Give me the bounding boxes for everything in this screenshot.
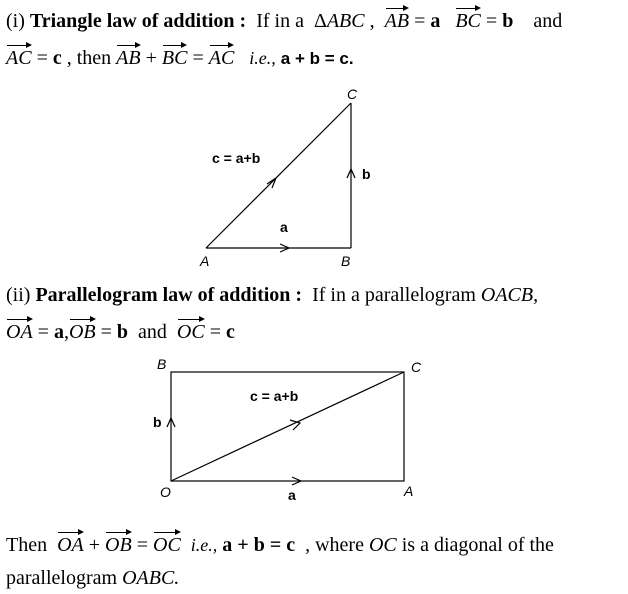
section-prefix: (i) — [6, 10, 25, 32]
triangle-law-line-1: (i) Triangle law of addition : If in a ΔABC , AB = a BC = b and — [6, 10, 563, 32]
vector-AC-2: AC — [208, 47, 235, 69]
vertex-A: A — [404, 483, 414, 499]
vector-AC: AC — [6, 47, 32, 69]
vector-OA: OA — [6, 321, 33, 343]
label-a: a — [280, 219, 288, 235]
vector-a: a — [430, 10, 441, 32]
equals: = — [414, 10, 426, 32]
triangle-diagram — [199, 86, 371, 269]
and-text: and — [533, 10, 563, 32]
vertex-C: C — [347, 86, 358, 102]
vector-OA: OA — [57, 534, 84, 556]
triangle-name: ABC — [326, 10, 365, 32]
vector-AB-2: AB — [116, 47, 141, 69]
label-b: b — [153, 414, 162, 430]
plus: + — [88, 534, 101, 556]
conclusion-line-1 — [6, 533, 554, 557]
and-text: and — [138, 321, 167, 343]
vertex-B: B — [341, 253, 351, 269]
delta-symbol: Δ — [313, 10, 327, 32]
vector-b: b — [502, 10, 514, 32]
parallelogram-law-line-2: OA = a,OB = b and OC = c — [6, 321, 235, 343]
vector-BC: BC — [455, 10, 481, 32]
label-a: a — [288, 487, 296, 503]
sum-expression: a + b = c — [222, 534, 296, 556]
ie-text: i.e., — [190, 535, 218, 555]
vector-BC-2: BC — [161, 47, 188, 69]
if-text: If in a — [256, 10, 304, 32]
vertex-B: B — [157, 356, 167, 372]
equals: = — [136, 534, 148, 556]
if-text: If in a parallelogram — [312, 284, 476, 306]
vector-a: a — [53, 321, 64, 343]
is-diagonal-text: is a diagonal of the — [401, 534, 554, 556]
vector-OB: OB — [68, 321, 96, 343]
vector-c: c — [226, 321, 235, 343]
equals: = — [192, 47, 204, 69]
vertex-O: O — [160, 484, 171, 500]
vertex-C: C — [411, 359, 422, 375]
then-text: , then — [66, 47, 112, 69]
vertex-A: A — [200, 253, 210, 269]
parallelogram-name: OACB, — [480, 284, 539, 306]
section-prefix: (ii) — [6, 284, 31, 306]
label-b: b — [362, 166, 371, 182]
label-c-eq: c = a+b — [212, 150, 261, 166]
sum-expression: a + b = c. — [280, 49, 354, 68]
section-title: Parallelogram law of addition : — [35, 284, 303, 306]
section-title: Triangle law of addition : — [29, 10, 247, 32]
diagonal-name: OC — [368, 534, 397, 556]
vector-AB: AB — [384, 10, 410, 32]
parallelogram-law-line-1 — [6, 283, 538, 307]
ie-text: i.e., — [249, 48, 276, 68]
where-text: , where — [305, 534, 364, 556]
vector-OC: OC — [176, 321, 205, 343]
label-c-eq: c = a+b — [250, 388, 299, 404]
parallelogram-word: parallelogram — [6, 567, 118, 589]
vector-c: c — [52, 47, 62, 69]
conclusion-line-2 — [6, 566, 179, 590]
equals: = — [36, 47, 48, 69]
vector-OC: OC — [153, 534, 181, 556]
parallelogram-name: OABC. — [122, 567, 180, 589]
then-text: Then — [6, 534, 48, 556]
equals: = — [485, 10, 498, 32]
vector-OB: OB — [105, 534, 132, 556]
vector-b: b — [116, 321, 129, 343]
plus: + — [145, 47, 157, 69]
parallelogram-diagram — [153, 356, 422, 503]
side-AC — [206, 103, 351, 248]
